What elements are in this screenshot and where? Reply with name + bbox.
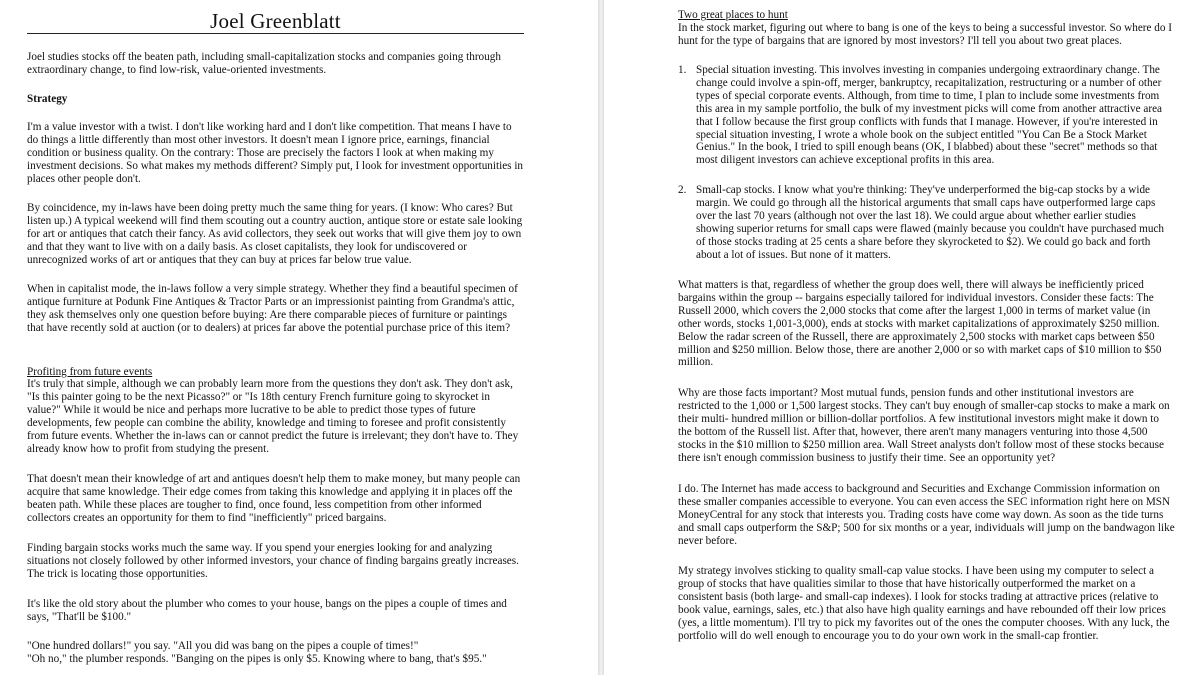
- plumber-quote-2: "Oh no," the plumber responds. "Banging on the pipes is only $5. Knowing where to bang, that's $95.": [27, 653, 487, 665]
- profiting-heading: Profiting from future events: [27, 366, 153, 378]
- list-number-2: 2.: [678, 184, 687, 196]
- list-number-1: 1.: [678, 64, 687, 76]
- profiting-paragraph-2: That doesn't mean their knowledge of art and antiques doesn't help them to make money, but many people can acquire that same knowledge. Their edge comes from taking this knowledge and applying it in places off the beaten path. While these places are tougher to find, once found, less competition from other informed collectors creates an opportunity for them to find "inefficiently" priced bargains.: [27, 473, 521, 524]
- profiting-paragraph-3: Finding bargain stocks works much the same way. If you spend your energies looking for and analyzing situations not closely followed by other informed investors, your chance of finding bargains greatly increases. The trick is locating those opportunities.: [27, 542, 519, 580]
- profiting-paragraph-1: It's truly that simple, although we can probably learn more from the questions they don't ask. They don't ask, "Is this painter going to be the next Picasso?" or "Is 18th century French furniture going to skyrocket in value?" While it would be nice and perhaps more lucrative to be able to predict those types of future developments, few people can combine the ability, knowledge and timing to foresee and profit consistently from future events. Whether the in-laws can or cannot predict the future is irrelevant; they don't have to. They already know how to profit from studying the present.: [27, 378, 519, 455]
- list-item-small-cap: [678, 184, 1174, 261]
- two-places-heading: Two great places to hunt: [678, 9, 788, 21]
- strategy-paragraph-1: I'm a value investor with a twist. I don't like working hard and I don't like competition. That means I have to do things a little differently than most other investors. It doesn't mean I ignore price, earnings, financial condition or business quality. On the contrary: Those are precisely the factors I look at when making my investment decisions. So what makes my methods different? Simply put, I look for investment opportunities in places other people don't.: [27, 121, 524, 185]
- title-rule: [27, 10, 524, 34]
- page-title: Joel Greenblatt: [210, 9, 341, 33]
- left-page: [0, 0, 598, 675]
- right-page: [604, 0, 1200, 675]
- why-important-paragraph: Why are those facts important? Most mutual funds, pension funds and other institutional investors are restricted to the 1,000 or 1,500 largest stocks. They can't buy enough of smaller-cap stocks to make a mark on their multi- hundred million or billion-dollar portfolios. A few institutional investors might make it down to the bottom of the Russell list. After that, however, there aren't many managers venturing into those 4,500 stocks in the $10 million to $250 million area. Wall Street analysts don't follow most of these stocks because there isn't enough commission business to justify their time. See an opportunity yet?: [678, 387, 1170, 464]
- list-text-1: Special situation investing. This involves investing in companies undergoing extraordinary change. The change could involve a spin-off, merger, bankruptcy, recapitalization, restructuring or a number of other types of special corporate events. Although, from time to time, I plan to include some investments from this area in my sample portfolio, the bulk of my investment picks will come from another attractive area that I follow because the first group conflicts with funds that I manage. However, if you're interested in special situation investing, I wrote a whole book on the subject entitled "You Can Be a Stock Market Genius." In the book, I tried to spill enough beans (OK, I blabbed) about these "secret" methods so that most diligent investors can achieve exceptional profits in this area.: [696, 64, 1163, 167]
- two-places-paragraph: In the stock market, figuring out where to bang is one of the keys to being a successful investor. So where do I hunt for the type of bargains that are ignored by most investors? I'll tell you about two great places.: [678, 22, 1172, 47]
- plumber-paragraph: It's like the old story about the plumber who comes to your house, bangs on the pipes a couple of times and says, "That'll be $100.": [27, 598, 507, 623]
- intro-paragraph: Joel studies stocks off the beaten path, including small-capitalization stocks and companies going through extraordinary change, to find low-risk, value-oriented investments.: [27, 51, 501, 76]
- list-item-special-situation: [678, 64, 1174, 167]
- strategy-paragraph-2: By coincidence, my in-laws have been doing pretty much the same thing for years. (I know: Who cares? But listen up.) A typical weekend will find them scouting out a country auction, antique store or estate sale looking for art or antiques that catch their fancy. As avid collectors, they seek out works that will give them joy to own and that they want to live with on a daily basis. As closet capitalists, they look for undiscovered or unrecognized works of art or antiques that they can buy at prices far below true value.: [27, 202, 523, 266]
- strategy-paragraph-3: When in capitalist mode, the in-laws follow a very simple strategy. Whether they find a beautiful specimen of antique furniture at Podunk Fine Antiques & Tractor Parts or an impressionist painting from Grandma's attic, they ask themselves only one question before buying: Are there comparable pieces of furniture or paintings that have recently sold at auction (or to dealers) at prices far above the potential purchase price of this item?: [27, 283, 518, 334]
- strategy-heading: Strategy: [27, 93, 68, 105]
- my-strategy-paragraph: My strategy involves sticking to quality small-cap value stocks. I have been using my computer to select a group of stocks that have qualities similar to those that have historically outperformed the market on a consistent basis (both large- and small-cap indexes). I look for stocks trading at attractive prices (relative to book value, earnings, sales, etc.) that also have high quality earnings and have rebounded off their low prices (yes, a little momentum). I'll try to pick my favorites out of the ones the computer chooses. With any luck, the portfolio will do well enough to encourage you to do your own work in the small-cap frontier.: [678, 565, 1170, 642]
- internet-paragraph: I do. The Internet has made access to background and Securities and Exchange Commission information on these smaller companies accessible to everyone. You can even access the SEC information right here on MSN MoneyCentral for any stock that interests you. Trading costs have come way down. As soon as the tide turns and small caps outperform the S&P; 500 for six months or a year, individuals will jump on the bandwagon like never before.: [678, 483, 1175, 547]
- plumber-quote-1: "One hundred dollars!" you say. "All you did was bang on the pipes a couple of times!": [27, 640, 419, 652]
- list-text-2: Small-cap stocks. I know what you're thinking: They've underperformed the big-cap stocks by a wide margin. We could go through all the historical arguments that small caps have outperformed large caps over the last 70 years (although not over the last 18). We could argue about whether earlier studies showing superior returns for small caps were flawed (mainly because you couldn't have purchased much of those stocks trading at 25 cents a share before they skyrocketed to $2). We could go back and forth about a lot of issues. But none of it matters.: [696, 184, 1165, 261]
- what-matters-paragraph: What matters is that, regardless of whether the group does well, there will always be inefficiently priced bargains within the group -- bargains especially tailored for individual investors. Consider these facts: The Russell 2000, which covers the 2,000 stocks that come after the largest 1,000 in terms of market value (in other words, stocks 1,001-3,000), ends at stocks with market capitalizations of approximately $250 million. Below the radar screen of the Russell, there are approximately 2,500 stocks with market caps between $50 million and $250 million. Below those, there are another 2,000 or so with market caps of $10 million to $50 million.: [678, 279, 1162, 369]
